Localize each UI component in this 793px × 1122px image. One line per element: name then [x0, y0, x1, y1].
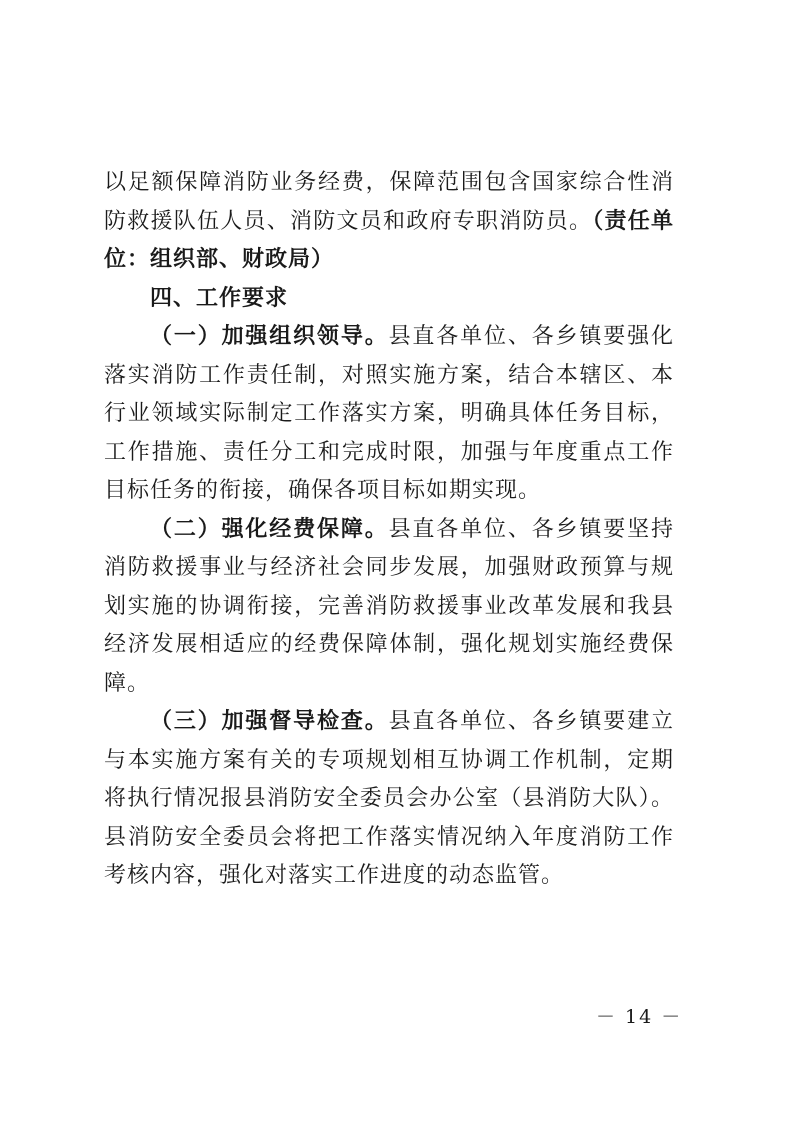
- continuation-text: 以足额保障消防业务经费，保障范围包含国家综合性消防救援队伍人员、消防文员和政府专职消防员。: [104, 170, 674, 234]
- document-body: [104, 164, 674, 896]
- requirement-item-1-title: （一）加强组织领导。: [150, 324, 389, 349]
- requirement-item-2-title: （二）强化经费保障。: [150, 516, 389, 542]
- continuation-paragraph: [104, 164, 674, 280]
- page-number: － 14 －: [596, 1006, 683, 1028]
- responsibility-note: （责任单位：组织部、财政局）: [104, 208, 674, 272]
- requirement-item-2-body: 县直各单位、各乡镇要坚持消防救援事业与经济社会同步发展，加强财政预算与规划实施的协调衔接，完善消防救援事业改革发展和我县经济发展相适应的经费保障体制，强化规划实施经费保障。: [104, 516, 674, 696]
- requirement-item-3-body: 县直各单位、各乡镇要建立与本实施方案有关的专项规划相互协调工作机制，定期将执行情况报县消防安全委员会办公室（县消防大队）。县消防安全委员会将把工作落实情况纳入年度消防工作考核内容，强化对落实工作进度的动态监管。: [104, 709, 674, 888]
- requirement-item-1-body: 县直各单位、各乡镇要强化落实消防工作责任制，对照实施方案，结合本辖区、本行业领域实际制定工作落实方案，明确具体任务目标，工作措施、责任分工和完成时限，加强与年度重点工作目标任务的衔接，确保各项目标如期实现。: [104, 324, 674, 503]
- section-heading: 四、工作要求: [150, 285, 289, 311]
- requirement-item-3-title: （三）加强督导检查。: [150, 709, 389, 734]
- requirement-item-3: [104, 703, 674, 896]
- requirement-item-2: [104, 511, 674, 704]
- requirement-item-1: [104, 318, 674, 511]
